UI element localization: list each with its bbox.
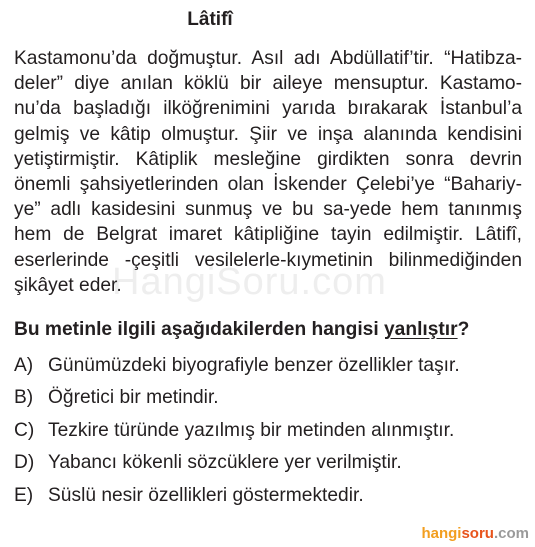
passage-line: deler” diye anılan köklü bir aileye mensuptur. Kastamo-: [14, 73, 522, 95]
passage-line: eserlerinde -çeşitli vesilelerle-kıymetinin bilinmediğinden: [14, 249, 522, 271]
option-text: Öğretici bir metindir.: [48, 387, 219, 409]
passage-line: ye” adlı kasidesini sunmuş ve bu sa-yede hem tanınmış: [14, 199, 522, 221]
passage-line: Kastamonu’da doğmuştur. Asıl adı Abdüllatif’tir. “Hatibza-: [14, 48, 522, 69]
logo-part-com: .com: [493, 525, 529, 542]
site-logo: [421, 525, 529, 543]
watermark: HangiSoru.com: [112, 261, 387, 303]
passage-line: gelmiş ve kâtip olmuştur. Şiir ve inşa alanında kendisini: [14, 123, 522, 145]
option-b[interactable]: [14, 386, 522, 418]
option-letter: D): [14, 452, 35, 474]
passage-line: şikâyet eder.: [14, 274, 122, 296]
option-e[interactable]: [14, 484, 522, 516]
question-stem: [14, 318, 522, 342]
passage-title: Lâtifî: [187, 9, 233, 30]
option-text: Günümüzdeki biyografiyle benzer özellikler taşır.: [48, 355, 460, 376]
option-letter: A): [14, 355, 34, 376]
option-letter: E): [14, 484, 34, 506]
question-prefix: Bu metinle ilgili aşağıdakilerden hangisi: [14, 319, 384, 340]
passage-text: [14, 46, 522, 298]
logo-part-soru: soru: [461, 525, 494, 542]
passage-line: hem de Belgrat imaret kâtipliğine tayin edilmiştir. Lâtifî,: [14, 224, 522, 246]
option-c[interactable]: [14, 419, 522, 451]
option-letter: C): [14, 419, 35, 441]
option-d[interactable]: [14, 451, 522, 483]
question-emphasis: yanlıştır: [384, 319, 458, 340]
passage-line: yetiştirmiştir. Kâtiplik mesleğine girdikten sonra devrin: [14, 148, 522, 170]
option-text: Tezkire türünde yazılmış bir metinden alınmıştır.: [48, 419, 455, 441]
option-text: Süslü nesir özellikleri göstermektedir.: [48, 484, 364, 506]
answer-options: [14, 354, 522, 516]
passage-line: önemli şahsiyetlerinden olan İskender Çelebi’ye “Bahariy-: [14, 173, 522, 195]
option-letter: B): [14, 387, 34, 409]
option-a[interactable]: [14, 354, 522, 386]
passage-line: nu’da başladığı ilköğrenimini yarıda bırakarak İstanbul’a: [14, 98, 522, 120]
option-text: Yabancı kökenli sözcüklere yer verilmiştir.: [48, 452, 402, 474]
question-suffix: ?: [457, 319, 470, 340]
logo-part-hangi: hangi: [421, 525, 462, 542]
